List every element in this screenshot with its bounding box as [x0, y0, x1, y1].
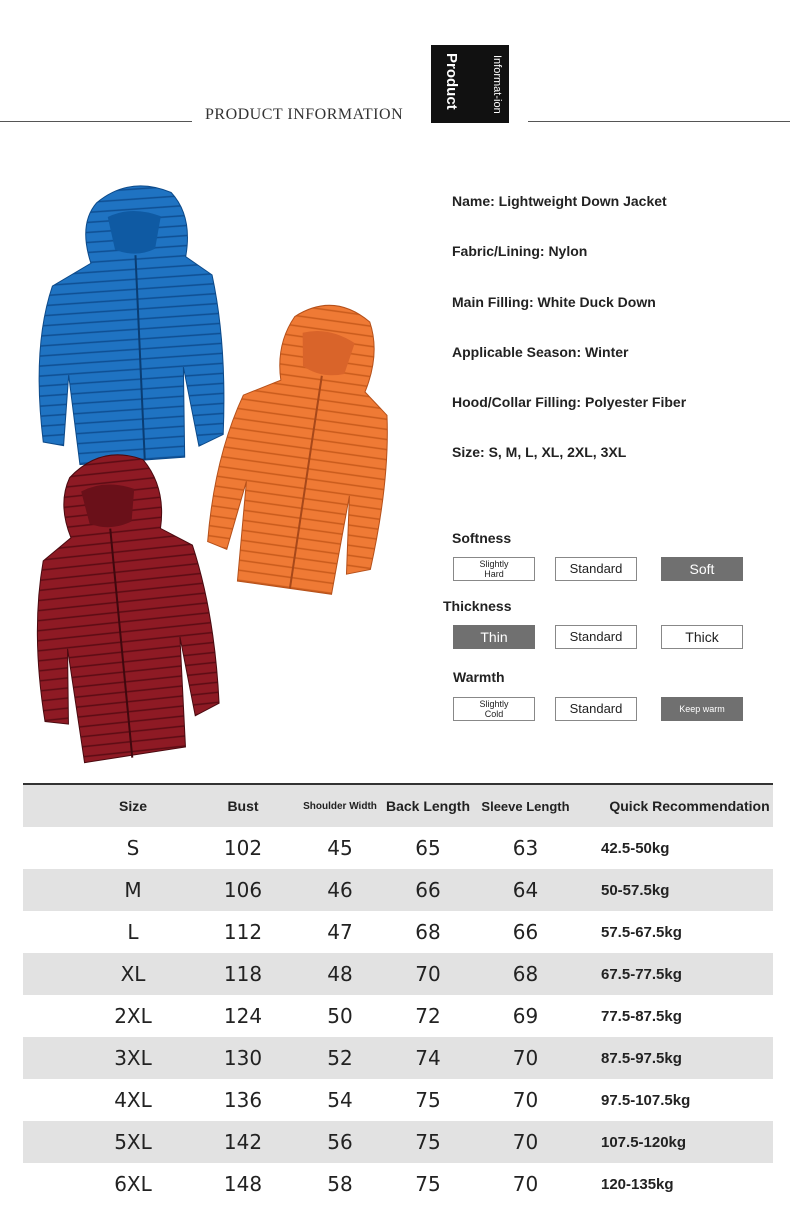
softness-option-standard: Standard — [555, 557, 637, 581]
table-cell: 50 — [327, 1004, 353, 1028]
table-cell: 148 — [223, 1172, 263, 1196]
table-cell: 5XL — [114, 1130, 152, 1154]
warmth-option-standard: Standard — [555, 697, 637, 721]
table-cell: 68 — [512, 962, 539, 986]
table-cell: L — [127, 920, 139, 944]
table-cell: 66 — [415, 878, 441, 902]
table-cell: 97.5-107.5kg — [601, 1091, 691, 1109]
table-row — [23, 953, 773, 995]
table-cell: 70 — [415, 962, 441, 986]
table-cell: 102 — [223, 836, 263, 860]
table-row — [23, 1163, 773, 1205]
table-cell: 106 — [223, 878, 263, 902]
table-cell: 68 — [415, 920, 441, 944]
table-cell: 48 — [327, 962, 353, 986]
badge-sub-text: Informat-ion — [491, 55, 503, 114]
table-cell: 87.5-97.5kg — [601, 1049, 682, 1067]
table-cell: 124 — [223, 1004, 263, 1028]
table-cell: 70 — [512, 1130, 539, 1154]
table-cell: 64 — [512, 878, 539, 902]
blue-jacket — [25, 181, 229, 467]
table-row — [23, 1037, 773, 1079]
table-cell: 70 — [512, 1088, 539, 1112]
table-cell: 54 — [327, 1088, 353, 1112]
header-back-length: Back Length — [385, 798, 470, 814]
spec-season: Applicable Season: Winter — [452, 344, 629, 360]
table-cell: 74 — [415, 1046, 441, 1070]
header-shoulder-width: Shoulder Width — [303, 800, 377, 812]
table-cell: 70 — [512, 1046, 539, 1070]
table-cell: 136 — [223, 1088, 263, 1112]
thickness-option-standard: Standard — [555, 625, 637, 649]
table-cell: 50-57.5kg — [601, 881, 670, 899]
table-row — [23, 1121, 773, 1163]
product-badge — [431, 45, 509, 123]
badge-main-text: Product — [443, 53, 460, 110]
table-cell: 66 — [512, 920, 539, 944]
table-cell: 130 — [223, 1046, 263, 1070]
header-bust: Bust — [227, 798, 259, 814]
table-cell: M — [124, 878, 142, 902]
table-cell: 75 — [415, 1088, 441, 1112]
thickness-option-thick: Thick — [661, 625, 743, 649]
header-quick-recommendation: Quick Recommendation — [609, 798, 770, 814]
table-cell: 57.5-67.5kg — [601, 923, 682, 941]
table-cell: 6XL — [114, 1172, 152, 1196]
table-cell: 67.5-77.5kg — [601, 965, 682, 983]
table-cell: 46 — [327, 878, 353, 902]
spec-fabric: Fabric/Lining: Nylon — [452, 243, 588, 259]
table-row — [23, 995, 773, 1037]
table-cell: XL — [120, 962, 146, 986]
table-cell: 3XL — [114, 1046, 152, 1070]
table-cell: 52 — [327, 1046, 353, 1070]
table-cell: 112 — [223, 920, 263, 944]
table-row — [23, 911, 773, 953]
spec-hood-filling: Hood/Collar Filling: Polyester Fiber — [452, 394, 687, 410]
table-cell: 65 — [415, 836, 441, 860]
table-cell: 77.5-87.5kg — [601, 1007, 682, 1025]
size-table — [23, 783, 773, 1205]
jackets-image — [20, 170, 420, 770]
table-cell: 47 — [327, 920, 353, 944]
table-cell: 75 — [415, 1130, 441, 1154]
header-rule-left — [0, 121, 192, 122]
softness-option-soft: Soft — [661, 557, 743, 581]
warmth-option-slightly-cold: Slightly Cold — [453, 697, 535, 721]
table-cell: 107.5-120kg — [601, 1133, 687, 1151]
header-sleeve-length: Sleeve Length — [481, 798, 570, 814]
table-cell: 45 — [327, 836, 353, 860]
table-cell: 75 — [415, 1172, 441, 1196]
table-row — [23, 827, 773, 869]
table-cell: 42.5-50kg — [601, 839, 670, 857]
table-cell: 58 — [327, 1172, 353, 1196]
softness-option-slightly-hard: Slightly Hard — [453, 557, 535, 581]
table-body — [23, 827, 773, 1205]
section-title: PRODUCT INFORMATION — [205, 106, 404, 123]
softness-label: Softness — [452, 530, 512, 546]
table-cell: 69 — [512, 1004, 539, 1028]
table-cell: 56 — [327, 1130, 353, 1154]
table-cell: 2XL — [114, 1004, 152, 1028]
orange-jacket — [202, 292, 409, 599]
table-cell: 120-135kg — [601, 1175, 674, 1193]
table-row — [23, 869, 773, 911]
spec-name: Name: Lightweight Down Jacket — [452, 193, 667, 209]
table-row — [23, 1079, 773, 1121]
thickness-label: Thickness — [443, 598, 512, 614]
table-cell: 118 — [223, 962, 263, 986]
table-cell: 63 — [512, 836, 539, 860]
spec-sizes: Size: S, M, L, XL, 2XL, 3XL — [452, 444, 627, 460]
red-jacket — [20, 447, 225, 767]
thickness-option-thin: Thin — [453, 625, 535, 649]
table-cell: 72 — [415, 1004, 441, 1028]
table-header-row — [23, 785, 773, 827]
table-cell: 142 — [223, 1130, 263, 1154]
header-rule-right — [528, 121, 790, 122]
header-size: Size — [118, 798, 147, 814]
warmth-option-keep-warm: Keep warm — [661, 697, 743, 721]
table-cell: S — [126, 836, 140, 860]
table-cell: 4XL — [114, 1088, 152, 1112]
table-cell: 70 — [512, 1172, 539, 1196]
warmth-label: Warmth — [453, 669, 505, 685]
spec-filling: Main Filling: White Duck Down — [452, 294, 656, 310]
